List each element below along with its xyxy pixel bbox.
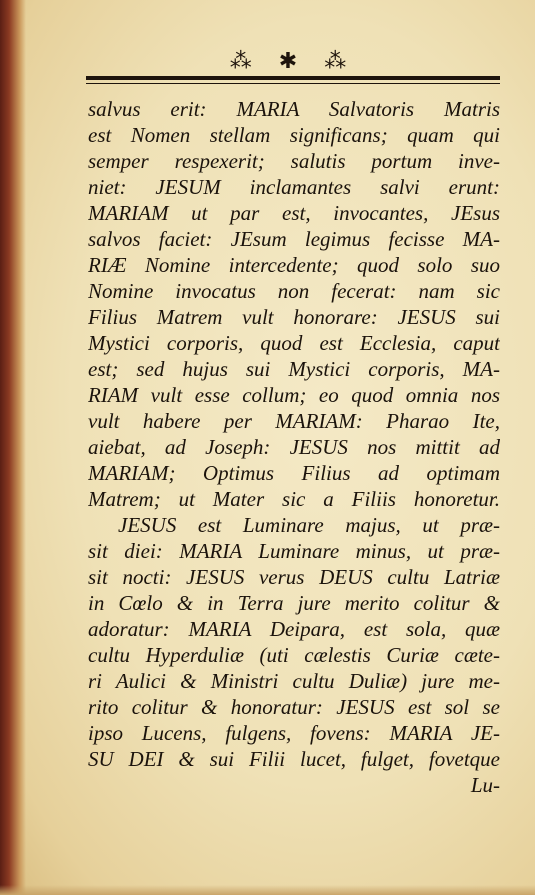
text-line: Matrem; ut Mater sic a Filiis honoretur.: [88, 487, 500, 511]
text-line: est Nomen stellam significans; quam qui: [88, 123, 500, 147]
text-line: vult habere per MARIAM: Pharao Ite,: [88, 409, 500, 433]
text-line: Filius Matrem vult honorare: JESUS sui: [88, 305, 500, 329]
text-line: cultu Hyperduliæ (uti cælestis Curiæ cæte-: [88, 643, 500, 667]
text-line: sit diei: MARIA Luminare minus, ut præ-: [88, 539, 500, 563]
text-line: semper respexerit; salutis portum inve-: [88, 149, 500, 173]
text-line: in Cœlo & in Terra jure merito colitur &: [88, 591, 500, 615]
text-line: rito colitur & honoratur: JESUS est sol se: [88, 695, 500, 719]
text-line: adoratur: MARIA Deipara, est sola, quæ: [88, 617, 500, 641]
text-line: est; sed hujus sui Mystici corporis, MA-: [88, 357, 500, 381]
star-icon: ✱: [278, 49, 308, 74]
header-rule-thick: [86, 76, 500, 80]
text-line: Nomine invocatus non fecerat: nam sic: [88, 279, 500, 303]
text-line: ri Aulici & Ministri cultu Duliæ) jure me-: [88, 669, 500, 693]
header-rule-thin: [86, 83, 500, 84]
text-line: Mystici corporis, quod est Ecclesia, caput: [88, 331, 500, 355]
body-text: [88, 96, 500, 798]
text-line: MARIAM ut par est, invocantes, JEsus: [88, 201, 500, 225]
text-line: ipso Lucens, fulgens, fovens: MARIA JE-: [88, 721, 500, 745]
text-line: SU DEI & sui Filii lucet, fulget, fovetque: [88, 747, 500, 771]
text-line: niet: JESUM inclamantes salvi erunt:: [88, 175, 500, 199]
text-line: RIÆ Nomine intercedente; quod solo suo: [88, 253, 500, 277]
text-line: salvus erit: MARIA Salvatoris Matris: [88, 97, 500, 121]
book-spine: [0, 0, 26, 895]
fleuron-icon: ⁂: [229, 49, 262, 74]
text-line: aiebat, ad Joseph: JESUS nos mittit ad: [88, 435, 500, 459]
catchword: Lu-: [470, 773, 500, 797]
text-line: sit nocti: JESUS verus DEUS cultu Latriæ: [88, 565, 500, 589]
paragraph-start-line: JESUS est Luminare majus, ut præ-: [118, 513, 500, 537]
header-ornament: [86, 48, 500, 76]
text-line: RIAM vult esse collum; eo quod omnia nos: [88, 383, 500, 407]
page-edge: [0, 885, 535, 895]
fleuron-icon: ⁂: [324, 49, 357, 74]
text-line: salvos faciet: JEsum legimus fecisse MA-: [88, 227, 500, 251]
text-line: MARIAM; Optimus Filius ad optimam: [88, 461, 500, 485]
